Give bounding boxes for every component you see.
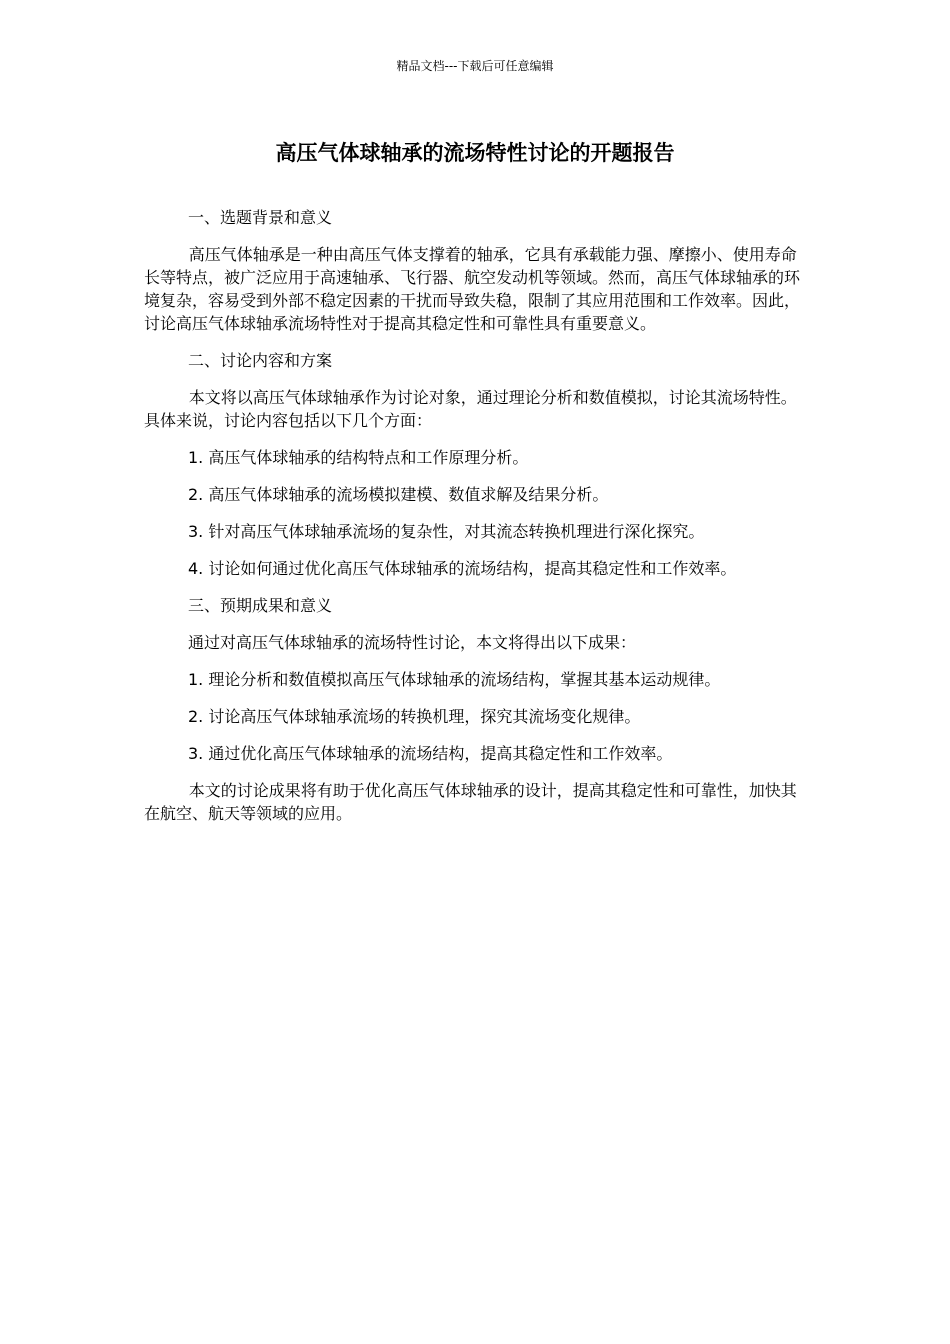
list-item: 4. 讨论如何通过优化高压气体球轴承的流场结构，提高其稳定性和工作效率。	[188, 559, 737, 578]
list-item: 2. 高压气体球轴承的流场模拟建模、数值求解及结果分析。	[188, 485, 609, 504]
paragraph-conclusion: 本文的讨论成果将有助于优化高压气体球轴承的设计，提高其稳定性和可靠性，加快其在航空、航天等领域的应用。	[144, 781, 797, 823]
section-heading-content: 二、讨论内容和方案	[188, 351, 333, 370]
paragraph-results-intro: 通过对高压气体球轴承的流场特性讨论，本文将得出以下成果：	[188, 633, 637, 652]
paragraph-content-intro: 本文将以高压气体球轴承作为讨论对象，通过理论分析和数值模拟，讨论其流场特性。具体来说，讨论内容包括以下几个方面：	[144, 388, 797, 430]
list-item: 2. 讨论高压气体球轴承流场的转换机理，探究其流场变化规律。	[188, 707, 641, 726]
document-title: 高压气体球轴承的流场特性讨论的开题报告	[275, 141, 675, 165]
paragraph-background: 高压气体轴承是一种由高压气体支撑着的轴承，它具有承载能力强、摩擦小、使用寿命长等特点，被广泛应用于高速轴承、飞行器、航空发动机等领域。然而，高压气体球轴承的环境复杂，容易受到外部不稳定因素的干扰而导致失稳，限制了其应用范围和工作效率。因此，讨论高压气体球轴承流场特性对于提高其稳定性和可靠性具有重要意义。	[144, 245, 801, 333]
section-heading-results: 三、预期成果和意义	[188, 596, 333, 615]
running-header: 精品文档---下载后可任意编辑	[396, 59, 554, 73]
list-item: 3. 针对高压气体球轴承流场的复杂性，对其流态转换机理进行深化探究。	[188, 522, 705, 541]
list-item: 1. 高压气体球轴承的结构特点和工作原理分析。	[188, 448, 529, 467]
document-body	[144, 206, 806, 839]
list-item: 1. 理论分析和数值模拟高压气体球轴承的流场结构，掌握其基本运动规律。	[188, 670, 721, 689]
section-heading-background: 一、选题背景和意义	[188, 208, 333, 227]
list-item: 3. 通过优化高压气体球轴承的流场结构，提高其稳定性和工作效率。	[188, 744, 673, 763]
